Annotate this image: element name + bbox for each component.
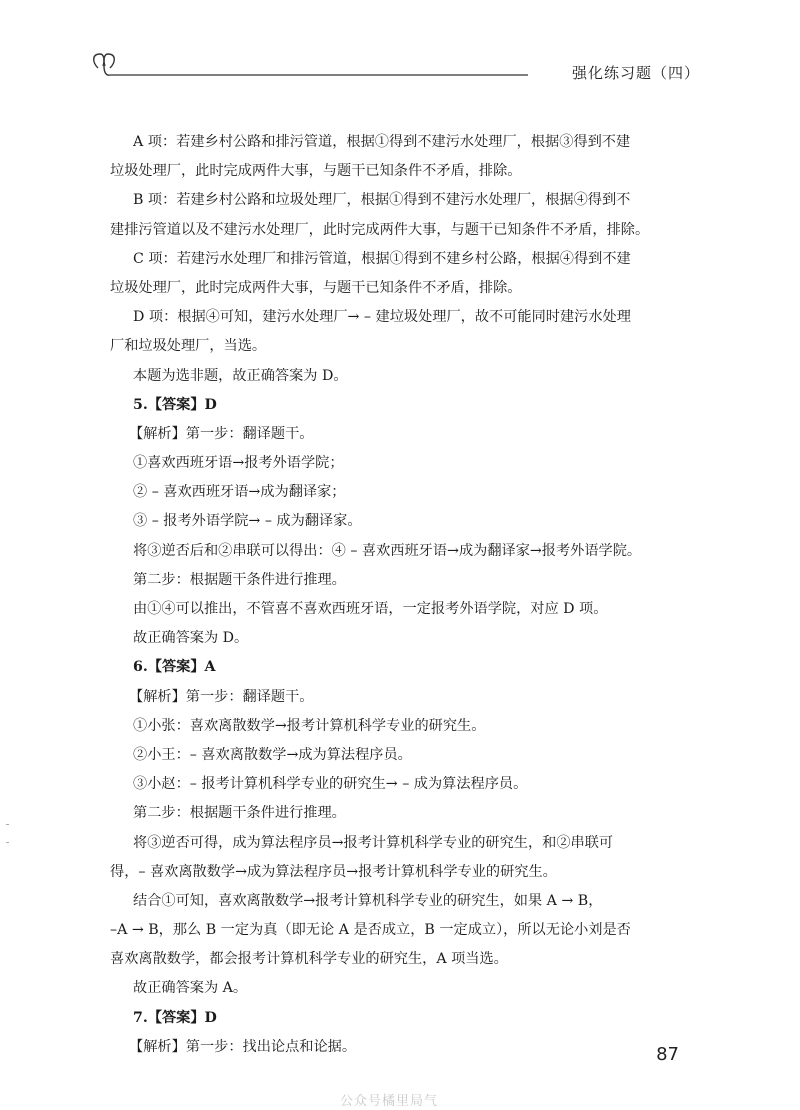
text-line-q5-3: ③ – 报考外语学院→ – 成为翻译家。 [133,513,362,530]
text-line-option-c-2: 垃圾处理厂，此时完成两件大事，与题干已知条件不矛盾，排除。 [110,279,522,296]
answer-heading-5: 5.【答案】D [133,396,217,413]
text-line-option-b-1: B 项：若建乡村公路和垃圾处理厂，根据①得到不建污水处理厂，根据④得到不 [133,192,631,209]
page-header-title: 强化练习题（四） [571,64,700,82]
text-line-q6-5: 将③逆否可得，成为算法程序员→报考计算机科学专业的研究生，和②串联可 [133,834,614,851]
text-line-option-a-1: A 项：若建乡村公路和排污管道，根据①得到不建污水处理厂，根据③得到不建 [133,134,631,150]
text-line-q6-2: ②小王：– 喜欢离散数学→成为算法程序员。 [133,746,412,763]
text-line-q6-9: 喜欢离散数学，都会报考计算机科学专业的研究生，A 项当选。 [110,951,508,968]
text-line-conclusion: 本题为选非题，故正确答案为 D。 [133,367,348,384]
text-line-q6-10: 故正确答案为 A。 [133,980,248,997]
text-line-option-d-1: D 项：根据④可知，建污水处理厂→ – 建垃圾处理厂，故不可能同时建污水处理 [133,309,631,326]
text-line-option-c-1: C 项：若建污水处理厂和排污管道，根据①得到不建乡村公路，根据④得到不建 [133,250,631,267]
page-number: 87 [656,1044,679,1065]
scan-mark [6,824,9,825]
watermark-text: 公众号橘里局气 [340,1094,439,1109]
text-line-q6-1: ①小张：喜欢离散数学→报考计算机科学专业的研究生。 [133,717,486,734]
scan-mark [6,842,9,843]
text-line-q5-4: 将③逆否后和②串联可以得出：④ – 喜欢西班牙语→成为翻译家→报考外语学院。 [133,542,642,559]
analysis-heading-5: 【解析】第一步：翻译题干。 [129,425,314,442]
text-line-q6-4: 第二步：根据题干条件进行推理。 [133,805,346,822]
text-line-q6-8: –A → B，那么 B 一定为真（即无论 A 是否成立，B 一定成立），所以无论小刘是否 [110,922,631,939]
text-line-option-b-2: 建排污管道以及不建污水处理厂，此时完成两件大事，与题干已知条件不矛盾，排除。 [110,221,650,238]
analysis-heading-7: 【解析】第一步：找出论点和论据。 [129,1038,357,1055]
answer-heading-7: 7.【答案】D [133,1009,217,1026]
page-header [88,46,700,86]
text-line-q6-7: 结合①可知，喜欢离散数学→报考计算机科学专业的研究生，如果 A → B， [133,892,603,909]
page-body [110,128,688,1062]
text-line-q6-3: ③小赵：– 报考计算机科学专业的研究生→ – 成为算法程序员。 [133,776,528,793]
text-line-q5-2: ② – 喜欢西班牙语→成为翻译家； [133,484,346,501]
answer-heading-6: 6.【答案】A [133,659,216,676]
text-line-q5-1: ①喜欢西班牙语→报考外语学院； [133,455,344,472]
text-line-q5-5: 第二步：根据题干条件进行推理。 [133,571,346,588]
text-line-q5-7: 故正确答案为 D。 [133,630,249,647]
text-line-option-a-2: 垃圾处理厂，此时完成两件大事，与题干已知条件不矛盾，排除。 [110,163,522,180]
text-line-q6-6: 得，– 喜欢离散数学→成为算法程序员→报考计算机科学专业的研究生。 [110,863,557,880]
text-line-option-d-2: 厂和垃圾处理厂，当选。 [110,338,267,355]
text-line-q5-6: 由①④可以推出，不管喜不喜欢西班牙语，一定报考外语学院，对应 D 项。 [133,601,608,617]
analysis-heading-6: 【解析】第一步：翻译题干。 [129,688,314,705]
